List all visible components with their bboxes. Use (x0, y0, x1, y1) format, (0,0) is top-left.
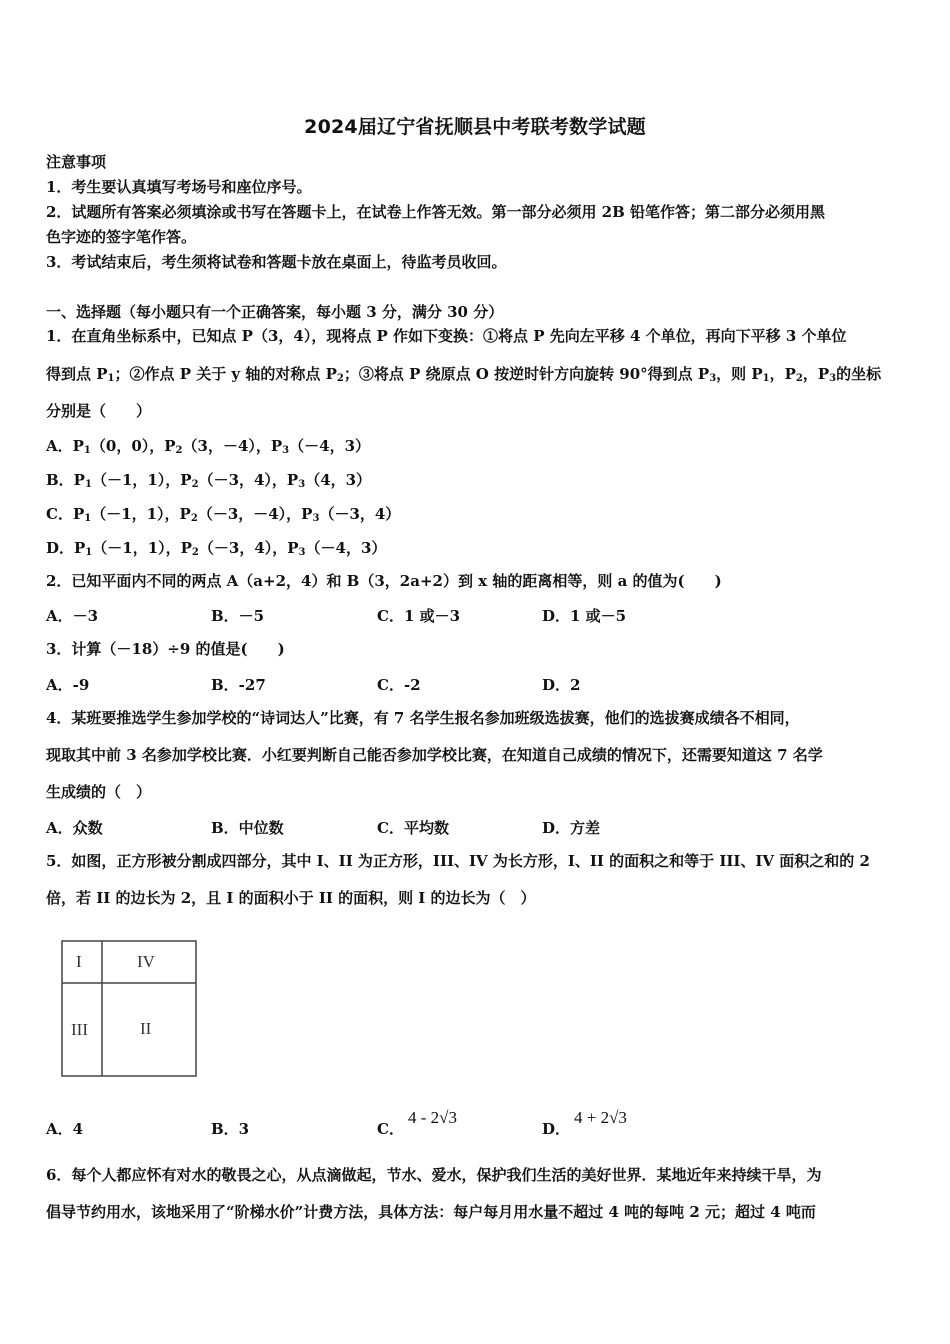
q3-option-b: B．-27 (211, 676, 266, 694)
q3-stem: 3．计算（－18）÷9 的值是( ) (46, 640, 285, 658)
notice-item: 3．考试结束后，考生须将试卷和答题卡放在桌面上，待监考员收回。 (46, 253, 507, 271)
q1-option-c: C．$P_1(-1$，1），$P_2(-3$，－4），$P_3(-3$，4） (46, 505, 401, 524)
q4-stem-line1: 4．某班要推选学生参加学校的“诗词达人”比赛，有 7 名学生报名参加班级选拔赛，他们的选拔赛成绩各不相同， (46, 709, 800, 727)
q1-option-a: A．$P_1(0$，0），$P_2(3$，－4），$P_3(-4$，3） (46, 437, 371, 456)
q4-stem-line2: 现取其中前 3 名参加学校比赛．小红要判断自己能否参加学校比赛，在知道自己成绩的情况下，还需要知道这 7 名学 (46, 746, 823, 764)
q4-option-d: D．方差 (542, 819, 601, 837)
q4-option-a: A．众数 (46, 819, 103, 837)
q6-stem-line2: 倡导节约用水，该地采用了“阶梯水价”计费方法，具体方法：每户每月用水量不超过 4 吨的每吨 2 元；超过 4 吨而 (46, 1203, 816, 1221)
q2-stem: 2．已知平面内不同的两点 A（a+2，4）和 B（3，2a+2）到 x 轴的距离相等，则 a 的值为( ) (46, 572, 722, 590)
q2-option-c: C．1 或－3 (377, 607, 461, 625)
figure-label-iii: III (71, 1020, 88, 1039)
notice-heading: 注意事项 (46, 153, 107, 171)
q4-stem-line3: 生成绩的（ ） (46, 783, 152, 801)
q2-option-b: B．－5 (211, 607, 265, 625)
q5-option-c: C． (377, 1120, 404, 1138)
q1-stem-line1: 1．在直角坐标系中，已知点 P（3，4），现将点 P 作如下变换：①将点 P 先向左平移 4 个单位，再向下平移 3 个单位 (46, 327, 847, 345)
q1-stem-line3: 分别是（ ） (46, 402, 152, 420)
q6-stem-line1: 6．每个人都应怀有对水的敬畏之心，从点滴做起，节水、爱水，保护我们生活的美好世界．某地近年来持续干旱，为 (46, 1166, 822, 1184)
q1-stem-line2: 得到点 $P_1$；②作点 P 关于 y 轴的对称点 $P_2$；③将点 P 绕原点 O 按逆时针方向旋转 90°得到点 $P_3$，则 $P_1$，$P_2$，$P_3$的坐标 (46, 365, 882, 384)
page-title: 2024届辽宁省抚顺县中考联考数学试题 (304, 116, 646, 138)
q5-option-a: A．4 (46, 1120, 84, 1138)
notice-item: 1．考生要认真填写考场号和座位序号。 (46, 178, 312, 196)
q1-option-b: B．$P_1(-1$，1），$P_2(-3$，4），$P_3(4$，3） (46, 471, 372, 490)
q3-option-d: D．2 (542, 676, 581, 694)
q5-stem-line1: 5．如图，正方形被分割成四部分，其中 I、II 为正方形，III、IV 为长方形，I、II 的面积之和等于 III、IV 面积之和的 2 (46, 852, 870, 870)
q5-stem-line2: 倍，若 II 的边长为 2，且 I 的面积小于 II 的面积，则 I 的边长为（ ） (46, 889, 536, 907)
figure-label-iv: IV (137, 952, 155, 971)
q4-option-b: B．中位数 (211, 819, 284, 837)
q2-option-d: D．1 或－5 (542, 607, 627, 625)
square-figure (61, 940, 197, 1077)
q4-option-c: C．平均数 (377, 819, 449, 837)
figure-label-ii: II (140, 1019, 152, 1038)
q5-option-d: D． (542, 1120, 571, 1138)
section-heading: 一、选择题（每小题只有一个正确答案，每小题 3 分，满分 30 分） (46, 303, 504, 321)
notice-item: 色字迹的签字笔作答。 (46, 228, 197, 246)
notice-item: 2．试题所有答案必须填涂或书写在答题卡上，在试卷上作答无效。第一部分必须用 2B 铅笔作答；第二部分必须用黑 (46, 203, 826, 221)
q5-option-b: B．3 (211, 1120, 250, 1138)
figure-label-i: I (76, 952, 82, 971)
q5-option-c-expression: 4 - 2√3 (408, 1108, 457, 1127)
q3-option-a: A．-9 (46, 676, 90, 694)
q5-option-d-expression: 4 + 2√3 (574, 1108, 627, 1127)
q3-option-c: C．-2 (377, 676, 421, 694)
q2-option-a: A．－3 (46, 607, 99, 625)
q1-option-d: D．$P_1(-1$，1），$P_2(-3$，4），$P_3(-4$，3） (46, 539, 387, 558)
